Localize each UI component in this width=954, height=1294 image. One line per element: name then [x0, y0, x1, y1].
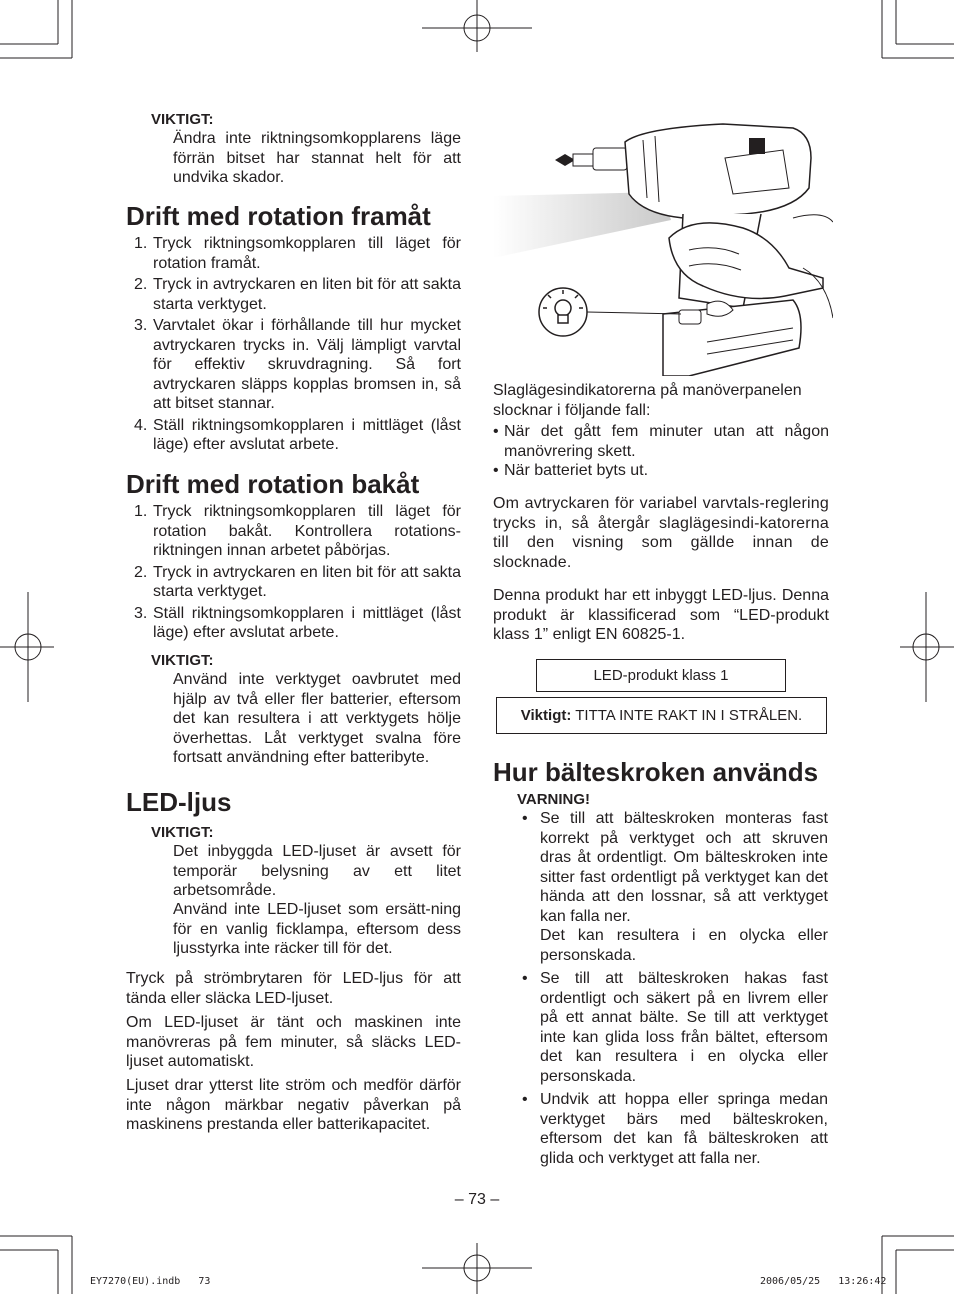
drill-icon — [493, 124, 833, 376]
note-body-direction: Ändra inte riktningsomkopplarens läge förrän bitset har stannat helt för att undvika skador. — [173, 130, 461, 186]
list-item: 2. Tryck in avtryckaren en liten bit för att sakta starta verktyget. — [134, 563, 461, 600]
footer-datetime: 2006/05/25 13:26:42 — [760, 1276, 887, 1287]
warning-head: VARNING! — [517, 791, 591, 808]
list-item: • Se till att bälteskroken hakas fast ordentligt och säkert på en livrem eller på ett annat bälte. Se till att verktyget inte kan glida loss från bältet, eftersom det kan resultera i en olycka eller personskada. — [522, 970, 828, 1085]
note-head-viktigt: VIKTIGT: — [151, 111, 214, 128]
list-item: 2. Tryck in avtryckaren en liten bit för att sakta starta verktyget. — [134, 276, 461, 313]
led-paragraph-2: Om LED-ljuset är tänt och maskinen inte manövreras på fem minuter, så släcks LED-ljuset automatiskt. — [126, 1014, 461, 1070]
heading-reverse: Drift med rotation bakåt — [126, 469, 420, 499]
led-class-paragraph: Denna produkt har ett inbyggt LED-ljus. Denna produkt är klassificerad som “LED-produkt klass 1” enligt EN 60825-1. — [493, 587, 829, 643]
list-item: 4. Ställ riktningsomkopplaren i mittläget (låst läge) efter avslutat arbete. — [134, 416, 461, 453]
led-class-label-box: LED-produkt klass 1 — [536, 659, 786, 692]
list-item: • Undvik att hoppa eller springa medan verktyget bärs med bälteskroken, eftersom det kan få bälteskroken att glida och verktyget att falla ner. — [522, 1091, 828, 1167]
forward-steps — [126, 234, 461, 457]
list-item: • När batteriet byts ut. — [493, 462, 649, 479]
note-head-viktigt: VIKTIGT: — [151, 652, 214, 669]
page-number: – 73 – — [454, 1191, 500, 1208]
led-paragraph-1: Tryck på strömbrytaren för LED-ljus för att tända eller släcka LED-ljuset. — [126, 970, 461, 1007]
heading-belt-hook: Hur bälteskroken används — [493, 757, 819, 787]
list-item: 1. Tryck riktningsomkopplaren till läget för rotation bakåt. Kontrollera rotations-riktningen innan arbetet påbörjas. — [134, 503, 461, 559]
reverse-steps — [126, 502, 461, 645]
belt-warnings — [517, 809, 828, 1172]
list-item: • När det gått fem minuter utan att någon manövrering skett. — [493, 423, 829, 460]
indicator-paragraph: Om avtryckaren för variabel varvtals-reglering trycks in, så återgår slaglägesindi-katorerna till den visning som gällde innan de slocknade. — [493, 495, 829, 571]
list-item: 1. Tryck riktningsomkopplaren till läget för rotation framåt. — [134, 235, 461, 272]
drill-illustration — [493, 118, 833, 376]
heading-forward: Drift med rotation framåt — [126, 201, 431, 231]
note-body-battery: Använd inte verktyget oavbrutet med hjälp av två eller fler batterier, eftersom det kan resultera i att verktygets hölje överhettas. Låt verktyget svalna före fortsatt användning efter batteribyte. — [173, 671, 461, 766]
list-item: 3. Varvtalet ökar i förhållande till hur mycket avtryckaren trycks in. Välj lämpligt varvtal för effektiv skruvdragning. Så fort avtryckaren släpps kopplas bromsen in, så att bitset stannar. — [134, 317, 461, 412]
heading-led: LED-ljus — [126, 787, 232, 817]
note-body-led-2: Använd inte LED-ljuset som ersätt-ning för en vanlig ficklampa, eftersom dess ljusstyrka inte räcker till för det. — [173, 901, 461, 957]
indicator-bullets — [493, 422, 829, 481]
footer-file: EY7270(EU).indb 73 — [90, 1276, 211, 1287]
indicator-intro: Slaglägesindikatorerna på manöverpanelen slocknar i följande fall: — [493, 382, 802, 419]
bulb-icon — [539, 288, 587, 336]
led-paragraph-3: Ljuset drar ytterst lite ström och medför därför inte någon märkbar negativ påverkan på maskinens prestanda eller batterikapacitet. — [126, 1077, 461, 1133]
list-item: • Se till att bälteskroken monteras fast korrekt på verktyget och att skruven dras åt ordentligt. Om bälteskroken inte sitter fast ordentligt på verktyget kan det hända att den lossnar, så att verktyget kan falla ner. Det kan resultera i en olycka eller personskada. — [522, 810, 828, 964]
laser-warning-box: Viktigt: TITTA INTE RAKT IN I STRÅLEN. — [496, 697, 827, 734]
list-item: 3. Ställ riktningsomkopplaren i mittläget (låst läge) efter avslutat arbete. — [134, 604, 461, 641]
note-body-led-1: Det inbyggda LED-ljuset är avsett för temporär belysning av ett litet arbetsområde. — [173, 843, 461, 899]
note-head-viktigt: VIKTIGT: — [151, 824, 214, 841]
